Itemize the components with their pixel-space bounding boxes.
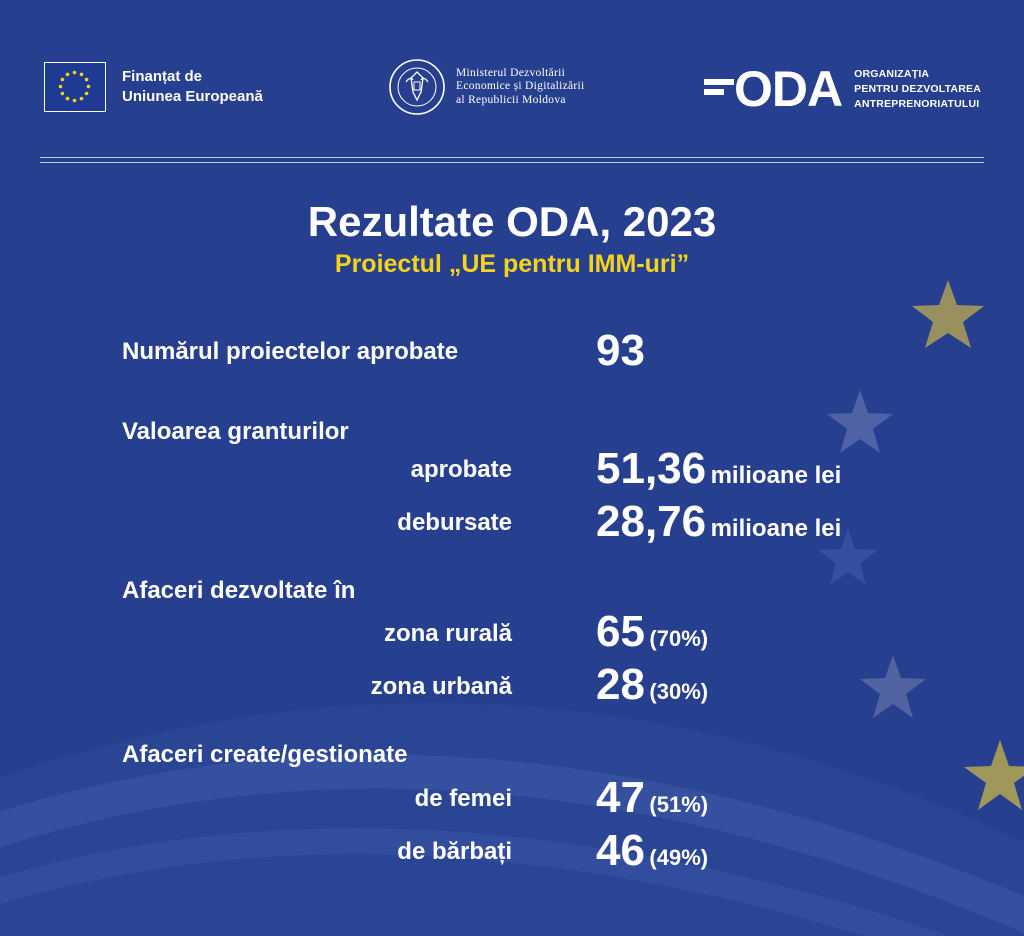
ministry-text-line3: al Republicii Moldova [456,93,566,106]
ministry-text-line1: Ministerul Dezvoltării [456,66,566,79]
eu-text-line2: Uniunea Europeană [122,88,263,105]
grants-disbursed-unit: milioane lei [710,515,842,542]
approved-projects-value: 93 [596,326,645,375]
gender-men-value: 46 (49%) [596,826,709,875]
gender-women-label: de femei [414,785,512,812]
gender-men-percent: (49%) [649,845,709,870]
header-divider [40,162,984,163]
grants-approved-label: aprobate [410,456,512,483]
zone-rural-percent: (70%) [649,626,709,651]
grants-disbursed-value: 28,76 milioane lei [596,497,842,546]
oda-text-line1: ORGANIZAȚIA [854,67,930,80]
oda-text-line2: PENTRU DEZVOLTAREA [854,82,981,95]
oda-mark-icon [704,77,734,101]
gender-women-value: 47 (51%) [596,773,709,822]
gender-women-percent: (51%) [649,792,709,817]
moldova-coat-of-arms-icon [388,52,446,122]
gender-men-label: de bărbați [397,838,512,865]
oda-wordmark: ODA [734,61,843,117]
zone-urban-percent: (30%) [649,679,709,704]
page-subtitle: Proiectul „UE pentru IMM-uri” [334,250,690,278]
zone-rural-label: zona rurală [383,620,512,647]
oda-text-line3: ANTREPRENORIATULUI [854,97,980,110]
grants-approved-value: 51,36 milioane lei [596,444,842,493]
grants-heading: Valoarea granturilor [122,418,349,445]
grants-disbursed-label: debursate [397,509,512,536]
zone-urban-value: 28 (30%) [596,660,709,709]
header-divider [40,157,984,158]
star-icon [964,740,1024,810]
oda-logo [704,61,981,117]
eu-flag-icon [44,62,106,112]
star-icon [860,655,926,718]
ministry-logo [388,52,585,122]
zone-urban-label: zona urbană [370,673,512,700]
approved-projects-label: Numărul proiectelor aprobate [122,338,459,365]
gender-heading: Afaceri create/gestionate [122,741,408,768]
star-icon [912,280,984,348]
zone-rural-value: 65 (70%) [596,607,709,656]
zones-heading: Afaceri dezvoltate în [122,577,356,604]
page-title: Rezultate ODA, 2023 [307,198,717,245]
eu-text-line1: Finanțat de [122,68,203,85]
eu-funding-logo [44,62,263,112]
grants-approved-unit: milioane lei [710,462,842,489]
ministry-text-line2: Economice și Digitalizării [456,80,585,93]
